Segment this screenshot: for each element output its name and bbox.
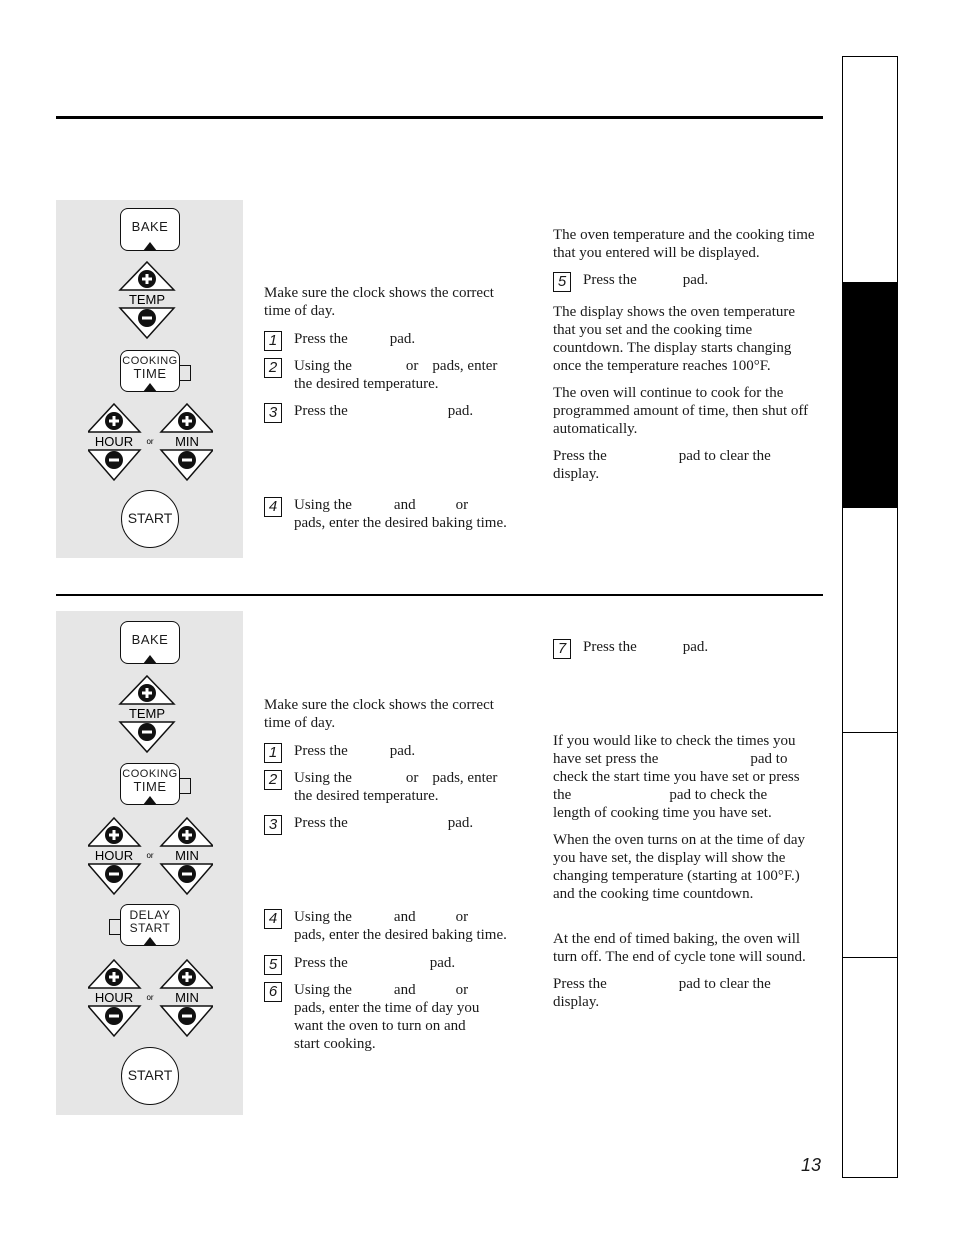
control-panel-illustration-1	[56, 200, 243, 558]
bake-pad-icon: BAKE	[120, 208, 180, 251]
section1-step-2: 2 Using the or pads, enter the desired temperature.	[264, 357, 544, 397]
control-panel-illustration-2	[56, 611, 243, 1115]
section1-step-3: 3 Press the pad.	[264, 402, 544, 424]
hour-min-pads-icon	[88, 402, 213, 484]
top-rule	[56, 116, 823, 119]
cooking-time-pad-icon: COOKING TIME	[120, 350, 180, 392]
section2-step-2: 2 Using the or pads, enter the desired temperature.	[264, 769, 544, 809]
section1-step-5: 5 Press the pad.	[553, 271, 815, 293]
section-tab-strip	[842, 56, 898, 1178]
tab-divider	[843, 732, 897, 733]
hour-min-pads-icon	[88, 958, 213, 1040]
svg-text:TEMP: TEMP	[128, 292, 166, 307]
hour-min-pads-icon	[88, 816, 213, 898]
delay-start-pad-icon: DELAY START	[120, 904, 180, 946]
section-divider	[56, 594, 823, 596]
svg-text:MIN: MIN	[175, 434, 199, 449]
section2-step-5: 5 Press the pad.	[264, 954, 544, 976]
temp-up-down-pad-icon	[118, 674, 176, 756]
section2-step-6: 6 Using the and or pads, enter the time of day you want the oven to turn on and start cooking.	[264, 981, 544, 1057]
cooking-time-pad-icon: COOKING TIME	[120, 763, 180, 805]
section2-end-of-cycle-note: At the end of timed baking, the oven will turn off. The end of cycle tone will sound.	[553, 931, 806, 965]
section1-step-4: 4 Using the and or pads, enter the desired baking time.	[264, 496, 544, 536]
section1-display-note: The oven temperature and the cooking time that you entered will be displayed.	[553, 227, 815, 261]
section1-clear-instruction: Press the pad to clear the display.	[553, 448, 771, 482]
start-pad-icon: START	[121, 1047, 179, 1105]
section2-step-1: 1 Press the pad.	[264, 742, 544, 764]
section2-check-times-note: If you would like to check the times you have set press the pad to check the start time you have set or press the pad to check the length of cooking time you have set.	[553, 733, 800, 821]
tab-divider	[843, 957, 897, 958]
page-number: 13	[801, 1155, 822, 1175]
section1-step-1: 1 Press the pad.	[264, 330, 544, 352]
bake-pad-icon: BAKE	[120, 621, 180, 664]
section2-intro: Make sure the clock shows the correct time of day.	[264, 697, 494, 731]
svg-text:HOUR: HOUR	[94, 848, 134, 863]
start-pad-icon: START	[121, 490, 179, 548]
section2-clear-instruction: Press the pad to clear the display.	[553, 976, 771, 1010]
svg-text:HOUR: HOUR	[94, 434, 134, 449]
tab-divider	[843, 507, 897, 508]
svg-text:or: or	[146, 437, 154, 446]
svg-text:or: or	[146, 993, 154, 1002]
svg-text:MIN: MIN	[175, 990, 199, 1005]
svg-text:HOUR: HOUR	[94, 990, 134, 1005]
section2-step-3: 3 Press the pad.	[264, 814, 544, 836]
section1-intro: Make sure the clock shows the correct time of day.	[264, 285, 494, 319]
active-section-tab	[843, 282, 897, 507]
temp-up-down-pad-icon	[118, 260, 176, 342]
section1-auto-shutoff-note: The oven will continue to cook for the programmed amount of time, then shut off automatically.	[553, 385, 809, 437]
svg-text:or: or	[146, 851, 154, 860]
section2-delay-display-note: When the oven turns on at the time of day you have set, the display will show the changing temperature (starting at 100°F.) and the cooking time countdown.	[553, 832, 806, 902]
svg-text:MIN: MIN	[175, 848, 199, 863]
section1-display-description: The display shows the oven temperature that you set and the cooking time countdown. The display starts changing once the temperature reaches 100°F.	[553, 304, 796, 374]
svg-text:TEMP: TEMP	[128, 706, 166, 721]
section2-step-7: 7 Press the pad.	[553, 638, 815, 660]
section2-step-4: 4 Using the and or pads, enter the desired baking time.	[264, 908, 544, 948]
